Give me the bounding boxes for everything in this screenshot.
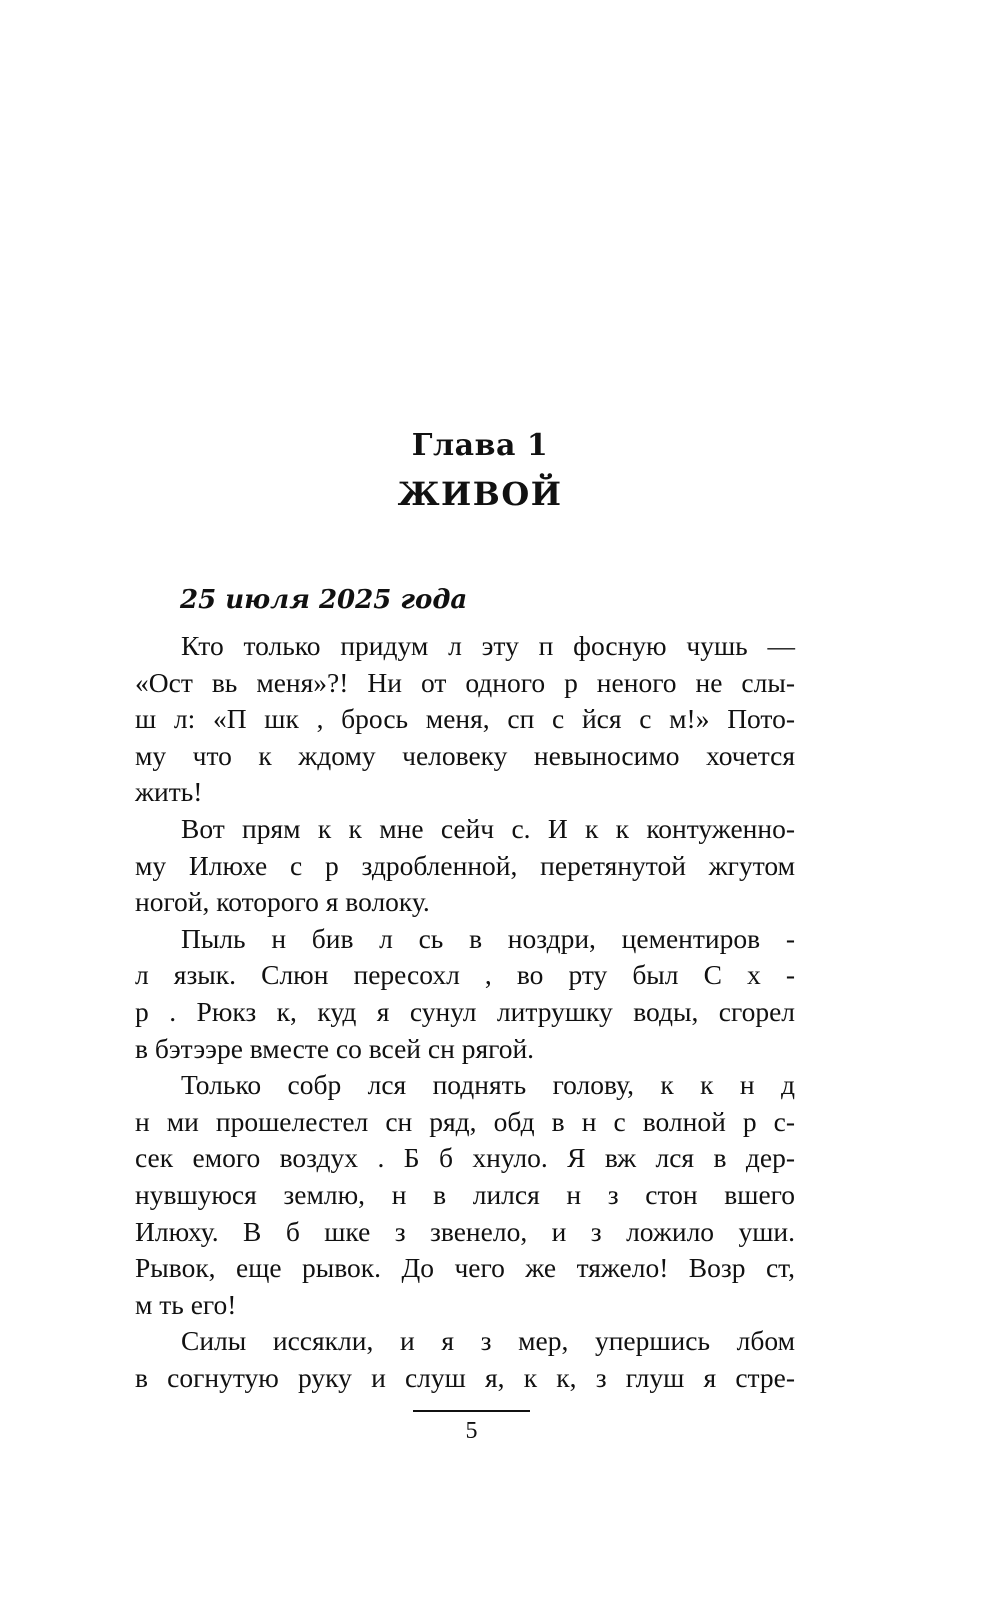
text-line: му что к ждому человеку невыносимо хочется (135, 739, 795, 771)
text-line: в согнутую руку и слуш я, к к, з глуш я стре- (135, 1361, 795, 1393)
text-line: «Ост вь меня»?! Ни от одного р неного не слы- (135, 666, 795, 698)
text-line: жить! (135, 776, 203, 808)
text-line: Силы иссякли, и я з мер, упершись лбом (181, 1325, 795, 1357)
text-line: р . Рюкз к, куд я сунул литрушку воды, сгорел (135, 995, 795, 1027)
text-line: Пыль н бив л сь в ноздри, цементиров - (181, 922, 795, 954)
chapter-number: Глава 1 (411, 428, 549, 463)
text-line: ш л: «П шк , брось меня, сп с йся с м!» Пото- (135, 703, 795, 735)
text-line: нувшуюся землю, н в лился н з стон вшего (135, 1178, 795, 1210)
text-line: ногой, которого я волоку. (135, 886, 430, 918)
text-line: Илюху. В б шке з звенело, и з ложило уши. (135, 1215, 795, 1247)
page-number: 5 (465, 1418, 478, 1444)
footer-rule (413, 1410, 530, 1412)
text-line: в бэтээре вместе со всей сн рягой. (135, 1032, 535, 1064)
text-line: Рывок, еще рывок. До чего же тяжело! Возр ст, (135, 1252, 795, 1284)
text-line: Кто только придум л эту п фосную чушь — (181, 630, 795, 661)
text-line: л язык. Слюн пересохл , во рту был С х - (135, 959, 795, 991)
text-line: м ть его! (135, 1288, 237, 1320)
date-heading: 25 июля 2025 года (180, 585, 468, 615)
chapter-title: ЖИВОЙ (397, 475, 563, 513)
body-text (135, 628, 795, 1396)
text-line: н ми прошелестел сн ряд, обд в н с волной р с- (135, 1105, 795, 1137)
text-line: му Илюхе с р здробленной, перетянутой жгутом (135, 849, 795, 881)
text-line: сек емого воздух . Б б хнуло. Я вж лся в дер- (135, 1142, 795, 1174)
text-line: Вот прям к к мне сейч с. И к к контуженно- (181, 812, 795, 844)
text-line: Только собр лся поднять голову, к к н д (181, 1069, 795, 1101)
